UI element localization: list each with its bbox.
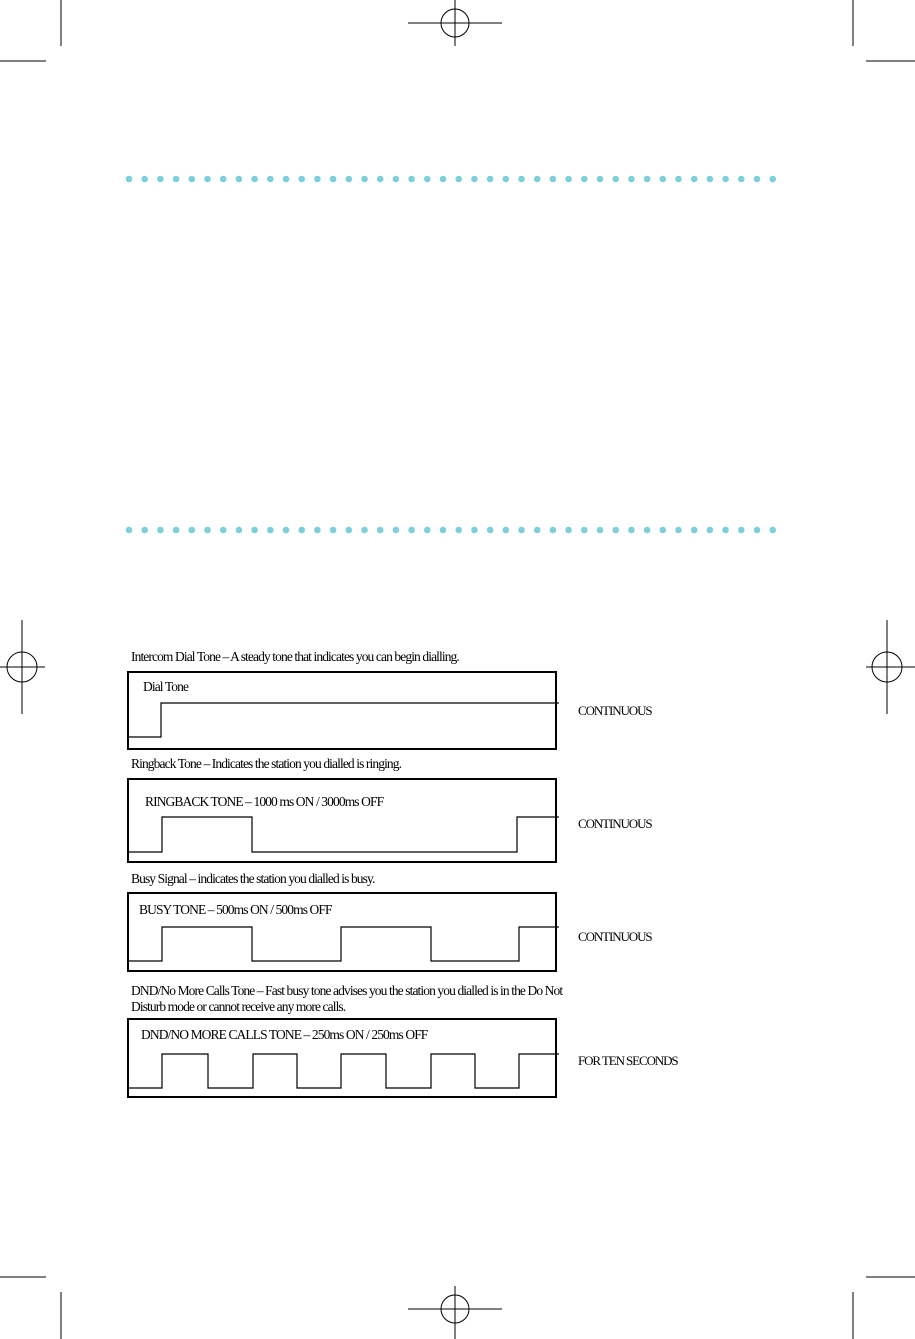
rule-dot	[157, 176, 164, 183]
dnd-tone-box	[127, 1018, 557, 1098]
busy-signal-caption: Busy Signal – indicates the station you dialled is busy.	[131, 871, 375, 886]
rule-dot	[267, 176, 274, 183]
dial-tone-label: Dial Tone	[143, 679, 189, 694]
rule-dot	[691, 176, 698, 183]
rule-dot	[440, 527, 447, 534]
rule-dot	[189, 527, 196, 534]
rule-dot	[471, 527, 478, 534]
rule-dot	[346, 527, 353, 534]
rule-dot	[534, 176, 541, 183]
rule-dot	[612, 176, 619, 183]
rule-dot	[189, 176, 196, 183]
rule-dot	[534, 527, 541, 534]
rule-dot	[377, 176, 384, 183]
rule-dot	[675, 527, 682, 534]
rule-dot	[581, 527, 588, 534]
ringback-tone-duration: CONTINUOUS	[578, 816, 652, 831]
busy-tone-waveform	[129, 894, 559, 974]
rule-dot	[487, 176, 494, 183]
rule-dot	[754, 527, 761, 534]
rule-dot	[236, 527, 243, 534]
rule-dot	[707, 527, 714, 534]
rule-dot	[314, 176, 321, 183]
rule-dot	[267, 527, 274, 534]
dial-tone-waveform	[129, 673, 559, 752]
rule-dot	[518, 527, 525, 534]
rule-dot	[691, 527, 698, 534]
rule-dot	[503, 527, 510, 534]
ringback-tone-waveform	[129, 780, 559, 865]
ringback-tone-label: RINGBACK TONE – 1000 ms ON / 3000ms OFF	[145, 794, 384, 809]
dial-tone-box	[127, 671, 557, 750]
rule-dot	[644, 527, 651, 534]
rule-dot	[220, 527, 227, 534]
rule-dot	[424, 176, 431, 183]
dotted-rule-top	[126, 176, 776, 183]
rule-dot	[330, 527, 337, 534]
rule-dot	[283, 176, 290, 183]
rule-dot	[393, 527, 400, 534]
rule-dot	[126, 176, 133, 183]
ringback-tone-box	[127, 778, 557, 863]
rule-dot	[251, 176, 258, 183]
dnd-tone-duration: FOR TEN SECONDS	[578, 1053, 678, 1068]
rule-dot	[440, 176, 447, 183]
rule-dot	[660, 527, 667, 534]
rule-dot	[707, 176, 714, 183]
rule-dot	[565, 527, 572, 534]
rule-dot	[754, 176, 761, 183]
rule-dot	[236, 176, 243, 183]
dial-tone-caption: Intercom Dial Tone – A steady tone that indicates you can begin dialling.	[131, 649, 459, 664]
rule-dot	[377, 527, 384, 534]
busy-tone-duration: CONTINUOUS	[578, 929, 652, 944]
rule-dot	[173, 176, 180, 183]
ringback-tone-caption: Ringback Tone – Indicates the station you dialled is ringing.	[131, 756, 402, 771]
rule-dot	[393, 176, 400, 183]
busy-tone-label: BUSY TONE – 500ms ON / 500ms OFF	[139, 902, 332, 917]
rule-dot	[722, 527, 729, 534]
rule-dot	[204, 527, 211, 534]
rule-dot	[644, 176, 651, 183]
rule-dot	[141, 527, 148, 534]
rule-dot	[628, 527, 635, 534]
rule-dot	[298, 176, 305, 183]
rule-dot	[597, 527, 604, 534]
rule-dot	[660, 176, 667, 183]
rule-dot	[455, 176, 462, 183]
rule-dot	[346, 176, 353, 183]
rule-dot	[518, 176, 525, 183]
rule-dot	[612, 527, 619, 534]
rule-dot	[550, 176, 557, 183]
rule-dot	[283, 527, 290, 534]
rule-dot	[487, 527, 494, 534]
rule-dot	[314, 527, 321, 534]
rule-dot	[565, 176, 572, 183]
rule-dot	[204, 176, 211, 183]
rule-dot	[424, 527, 431, 534]
rule-dot	[141, 176, 148, 183]
rule-dot	[722, 176, 729, 183]
rule-dot	[220, 176, 227, 183]
rule-dot	[550, 527, 557, 534]
rule-dot	[408, 527, 415, 534]
rule-dot	[330, 176, 337, 183]
rule-dot	[361, 176, 368, 183]
rule-dot	[408, 176, 415, 183]
rule-dot	[597, 176, 604, 183]
rule-dot	[157, 527, 164, 534]
rule-dot	[126, 527, 133, 534]
busy-tone-box	[127, 892, 557, 972]
rule-dot	[769, 176, 776, 183]
dial-tone-duration: CONTINUOUS	[578, 703, 652, 718]
rule-dot	[298, 527, 305, 534]
rule-dot	[361, 527, 368, 534]
dnd-tone-caption: DND/No More Calls Tone – Fast busy tone advises you the station you dialled is in the Do Not Disturb mode or cannot receive any more calls.	[131, 983, 563, 1014]
rule-dot	[628, 176, 635, 183]
rule-dot	[503, 176, 510, 183]
rule-dot	[471, 176, 478, 183]
rule-dot	[455, 527, 462, 534]
rule-dot	[173, 527, 180, 534]
rule-dot	[581, 176, 588, 183]
rule-dot	[738, 176, 745, 183]
rule-dot	[738, 527, 745, 534]
rule-dot	[769, 527, 776, 534]
rule-dot	[675, 176, 682, 183]
dotted-rule-bottom	[126, 527, 776, 534]
dnd-tone-waveform	[129, 1020, 559, 1100]
dnd-tone-label: DND/NO MORE CALLS TONE – 250ms ON / 250ms OFF	[141, 1027, 428, 1042]
rule-dot	[251, 527, 258, 534]
